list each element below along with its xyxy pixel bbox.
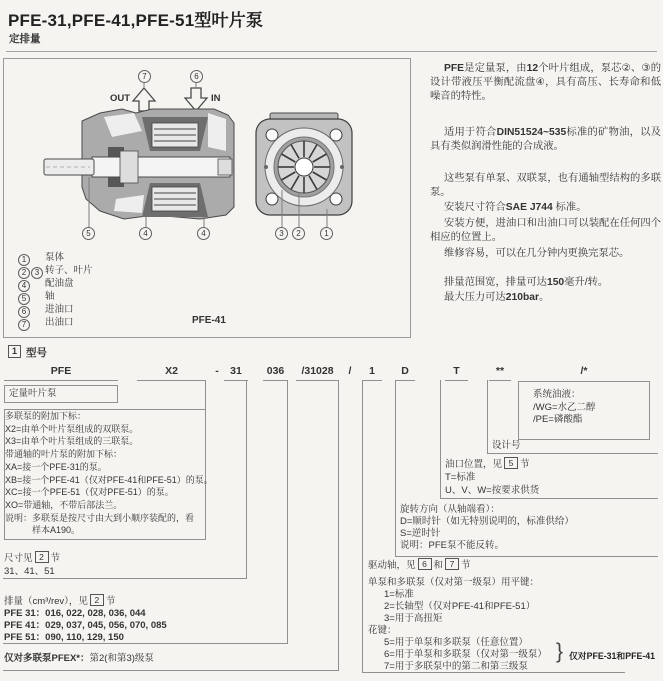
- shaft-line: 2=长轴型（仅对PFE-41和PFE-51）: [384, 601, 536, 612]
- note-line: 说明：多联泵是按尺寸由大到小顺序装配的，看样本A190。: [5, 512, 195, 536]
- size-heading: 尺寸见 2 节: [4, 552, 61, 564]
- size-block: [4, 551, 60, 578]
- callout-5: 5: [82, 227, 95, 240]
- shaft-line: 5=用于单泵和多联泵（任意位置）: [384, 637, 528, 648]
- code-seg-stars: **: [489, 365, 511, 381]
- connector-31-h: [3, 578, 247, 579]
- callout-3: 3: [275, 227, 288, 240]
- callout-2: 2: [292, 227, 305, 240]
- code-seg-x2: X2: [137, 365, 206, 381]
- code-seg-31028: /31028: [296, 365, 339, 381]
- section-ref-box: 2: [35, 551, 49, 563]
- connector-d: [395, 380, 396, 556]
- callout-1: 1: [320, 227, 333, 240]
- rotation-line: S=逆时针: [400, 528, 441, 539]
- connector-31028: [338, 380, 339, 670]
- shaft-line: 7=用于多联泵中的第二和第三级泵: [384, 661, 528, 672]
- connector-31028-h: [3, 670, 339, 671]
- code-seg-036: 036: [263, 365, 288, 381]
- legend-num-icon: 2: [18, 267, 30, 279]
- section-ref-box: 7: [445, 558, 459, 570]
- displacement-row: PFE 41：029, 037, 045, 056, 070, 085: [4, 620, 167, 631]
- paragraph: 安装方便，进油口和出油口可以装配在任何四个相应的位置上。: [430, 218, 661, 243]
- section-ref-box: 2: [90, 594, 104, 606]
- code-seg-1: 1: [362, 365, 382, 381]
- ports-line: T=标准: [445, 472, 476, 483]
- shaft-line: 花键：: [368, 625, 397, 636]
- code-seg-pfe: PFE: [4, 365, 118, 381]
- fluid-line: /PE=磷酸酯: [533, 414, 583, 425]
- rotation-block: [400, 504, 574, 552]
- legend-num-icon: 1: [18, 254, 30, 266]
- callout-6: 6: [190, 70, 203, 83]
- shaft-line: 单泵和多联泵（仅对第一级泵）用平键：: [368, 577, 540, 588]
- code-seg-31: 31: [224, 365, 248, 381]
- connector-stars: [487, 380, 488, 453]
- legend-label: 出油口: [45, 317, 74, 328]
- pump-figure: [3, 58, 411, 338]
- page-subtitle: 定排量: [9, 33, 41, 45]
- out-arrow-icon: [133, 88, 155, 111]
- size-values: 31、41、51: [4, 566, 55, 577]
- shaft-heading: 驱动轴，见 6 和 7 节: [368, 559, 471, 571]
- legend-num-icon: 6: [18, 306, 30, 318]
- code-seg-d: D: [395, 365, 415, 381]
- paragraph: 维修容易，可以在几分钟内更换完泵芯。: [444, 248, 630, 259]
- note-line: XC=接一个PFE-51（仅对PFE-51）的泵。: [5, 487, 174, 498]
- section-ref-box: 6: [418, 558, 432, 570]
- in-arrow-icon: [185, 88, 207, 111]
- note-line: XB=接一个PFE-41（仅对PFE-41和PFE-51）的泵。: [5, 474, 213, 485]
- displacement-heading: 排量（cm³/rev），见 2 节: [4, 595, 116, 607]
- paragraph: 安装尺寸符合SAE J744 标准。: [444, 202, 587, 213]
- section-number-box: 1: [8, 345, 21, 358]
- page-title: PFE-31,PFE-41,PFE-51型叶片泵: [8, 11, 264, 30]
- note-line: XO=带通轴，不带后部法兰。: [5, 499, 123, 510]
- legend-num-icon: 5: [18, 293, 30, 305]
- multi-pump-notes: [5, 410, 213, 537]
- pump-type-label: 定量叶片泵: [9, 388, 57, 399]
- ports-line: U、V、W=按要求供货: [445, 485, 540, 496]
- ports-heading: 油口位置，见 5 节: [445, 458, 530, 470]
- callout-7: 7: [138, 70, 151, 83]
- fluid-line: 系统油液：: [533, 389, 581, 400]
- callout-4a: 4: [139, 227, 152, 240]
- shaft-block: [368, 558, 547, 673]
- note-line: X2=由单个叶片泵组成的双联泵。: [5, 423, 139, 434]
- figure-caption: PFE-41: [192, 315, 226, 326]
- displacement-block: [4, 594, 167, 644]
- callout-4b: 4: [197, 227, 210, 240]
- pump-drawing: [4, 59, 410, 337]
- shaft-line: 1=标准: [384, 589, 414, 600]
- pump-type-box: [4, 385, 118, 403]
- design-number-label: 设计号: [492, 440, 521, 451]
- ports-block: [445, 457, 539, 497]
- code-seg-t: T: [445, 365, 468, 381]
- displacement-row: PFE 51：090, 110, 129, 150: [4, 632, 124, 643]
- note-line: X3=由单个叶片泵组成的三联泵。: [5, 436, 139, 447]
- fluid-box: [518, 381, 650, 440]
- shaft-line: 6=用于单泵和多联泵（仅对第一级泵）: [384, 649, 547, 660]
- brace-glyph: }: [556, 640, 564, 663]
- note-line: 带通轴的叶片泵的附加下标：: [5, 449, 123, 460]
- paragraph: 最大压力可达210bar。: [444, 292, 550, 303]
- legend-num-icon: 3: [31, 267, 43, 279]
- section-ref-box: 5: [504, 457, 518, 469]
- code-seg-dash: -: [215, 365, 219, 377]
- connector-31: [246, 380, 247, 578]
- note-line: 多联泵的附加下标：: [5, 411, 87, 421]
- code-seg-fluid: /*: [580, 365, 588, 377]
- displacement-row: PFE 31：016, 022, 028, 036, 044: [4, 608, 146, 619]
- connector-x2: [205, 380, 206, 409]
- legend-label: 进油口: [45, 304, 74, 315]
- legend-label: 转子、叶片: [45, 265, 93, 276]
- in-label: IN: [211, 93, 221, 104]
- section-title: 型号: [26, 347, 47, 359]
- note-line: XA=接一个PFE-31的泵。: [5, 461, 107, 472]
- connector-036: [287, 380, 288, 643]
- legend-num-icon: 7: [18, 319, 30, 331]
- paragraph: 排量范围宽，排量可达150毫升/转。: [444, 277, 609, 288]
- fluid-line: /WG=水乙二醇: [533, 401, 596, 413]
- pump-front-view: [256, 113, 352, 215]
- paragraph: PFE是定量泵，由12个叶片组成，泵芯②、③的设计带液压平衡配流盘④，具有高压、长寿命和低噪音的特性。: [430, 63, 661, 102]
- shaft-line: 3=用于高扭矩: [384, 613, 443, 624]
- paragraph: 适用于符合DIN51524~535标准的矿物油，以及具有类似润滑性能的合成液。: [430, 127, 661, 152]
- rotation-line: 旋转方向（从轴端看）：: [400, 504, 500, 515]
- connector-1: [362, 380, 363, 672]
- legend-item: [18, 314, 74, 331]
- legend-label: 泵体: [45, 252, 65, 263]
- code-seg-slash: /: [348, 365, 352, 377]
- out-label: OUT: [109, 93, 130, 104]
- shaft-note: 仅对PFE-31和PFE-41: [569, 651, 656, 661]
- connector-t-h: [440, 498, 658, 499]
- header-divider: [6, 51, 657, 52]
- connector-t: [440, 380, 441, 498]
- second-stage-note: 仅对多联泵PFEX*：第2(和第3)级泵: [4, 653, 154, 664]
- legend-label: 轴: [45, 291, 55, 302]
- connector-d-h: [395, 556, 658, 557]
- rotation-line: D=顺时针（如无特别说明的，标准供给）: [400, 516, 574, 527]
- pump-cross-section: [44, 109, 234, 219]
- legend-label: 配油盘: [45, 278, 74, 289]
- paragraph: 这些泵有单泵、双联泵，也有通轴型结构的多联泵。: [430, 173, 661, 198]
- fluid-lines: [533, 389, 596, 427]
- connector-stars-h: [487, 453, 658, 454]
- rotation-line: 说明：PFE泵不能反转。: [400, 540, 504, 551]
- legend-num-icon: 4: [18, 280, 30, 292]
